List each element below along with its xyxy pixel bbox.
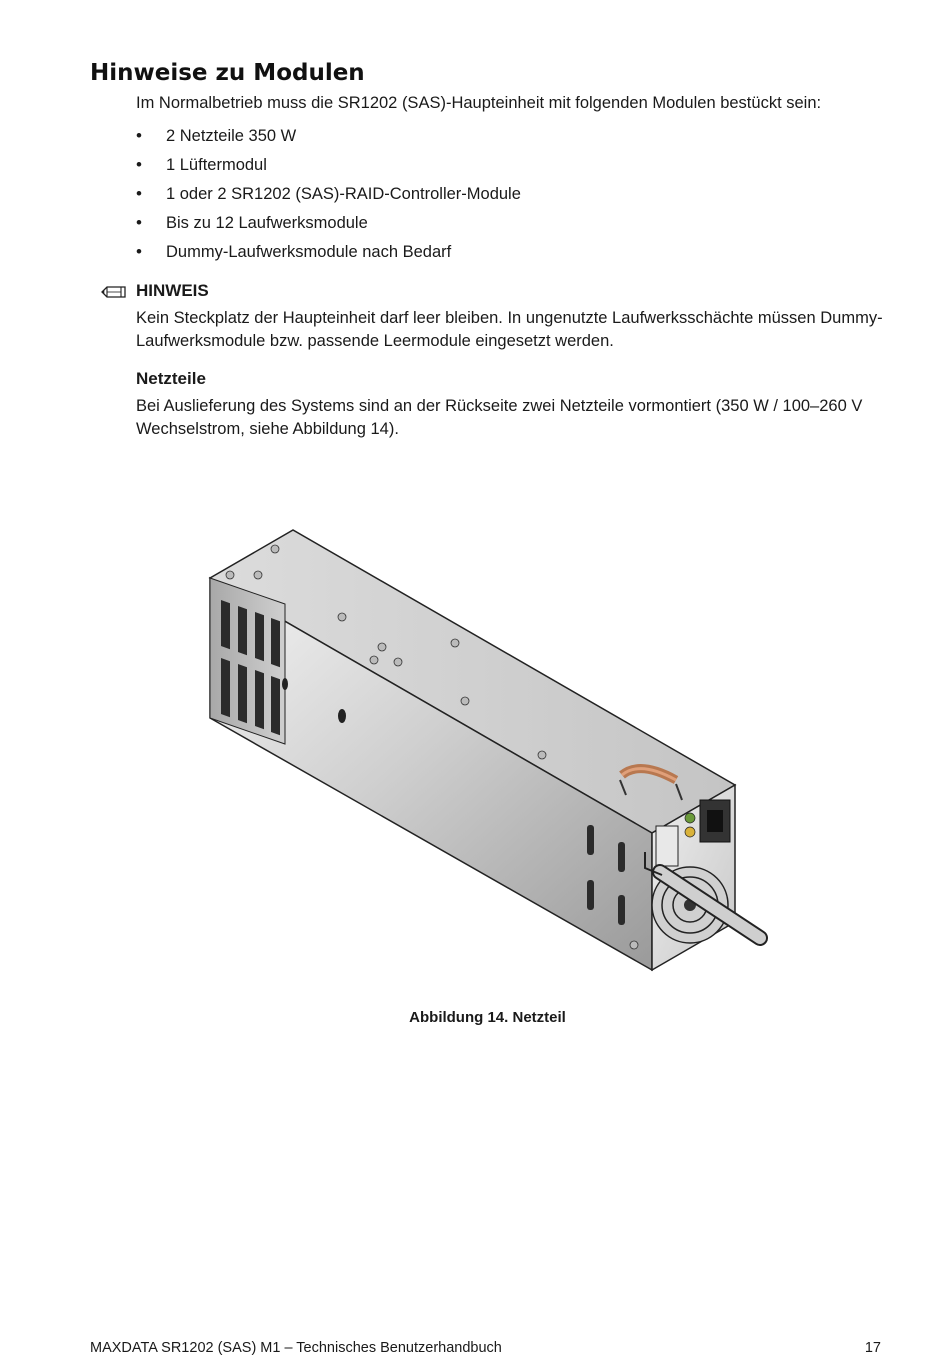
page-number: 17 bbox=[864, 1340, 881, 1356]
footer-title: MAXDATA SR1202 (SAS) M1 – Technisches Benutzerhandbuch bbox=[90, 1340, 502, 1356]
power-supply-illustration bbox=[200, 520, 770, 980]
page-heading: Hinweise zu Modulen bbox=[90, 60, 365, 86]
intro-text: Im Normalbetrieb muss die SR1202 (SAS)-Haupteinheit mit folgenden Modulen bestückt sein: bbox=[136, 94, 822, 112]
section-heading: Netzteile bbox=[136, 369, 206, 388]
note-text: Kein Steckplatz der Haupteinheit darf leer bleiben. In ungenutzte Laufwerksschächte müssen Dummy-Laufwerksmodule bzw. passende Leermodule eingesetzt werden. bbox=[136, 309, 883, 350]
list-item: • 1 oder 2 SR1202 (SAS)-RAID-Controller-Module bbox=[136, 183, 521, 212]
note-heading: HINWEIS bbox=[136, 281, 209, 300]
figure-caption: Abbildung 14. Netzteil bbox=[409, 1009, 566, 1026]
list-item: • Bis zu 12 Laufwerksmodule bbox=[136, 212, 521, 241]
section-text: Bei Auslieferung des Systems sind an der Rückseite zwei Netzteile vormontiert (350 W / 100–260 V Wechselstrom, siehe Abbildung 14). bbox=[136, 397, 863, 438]
list-item: • Dummy-Laufwerksmodule nach Bedarf bbox=[136, 241, 521, 270]
list-item: • 2 Netzteile 350 W bbox=[136, 125, 521, 154]
module-list bbox=[136, 125, 521, 270]
list-item: • 1 Lüftermodul bbox=[136, 154, 521, 183]
pencil-icon bbox=[100, 285, 128, 299]
